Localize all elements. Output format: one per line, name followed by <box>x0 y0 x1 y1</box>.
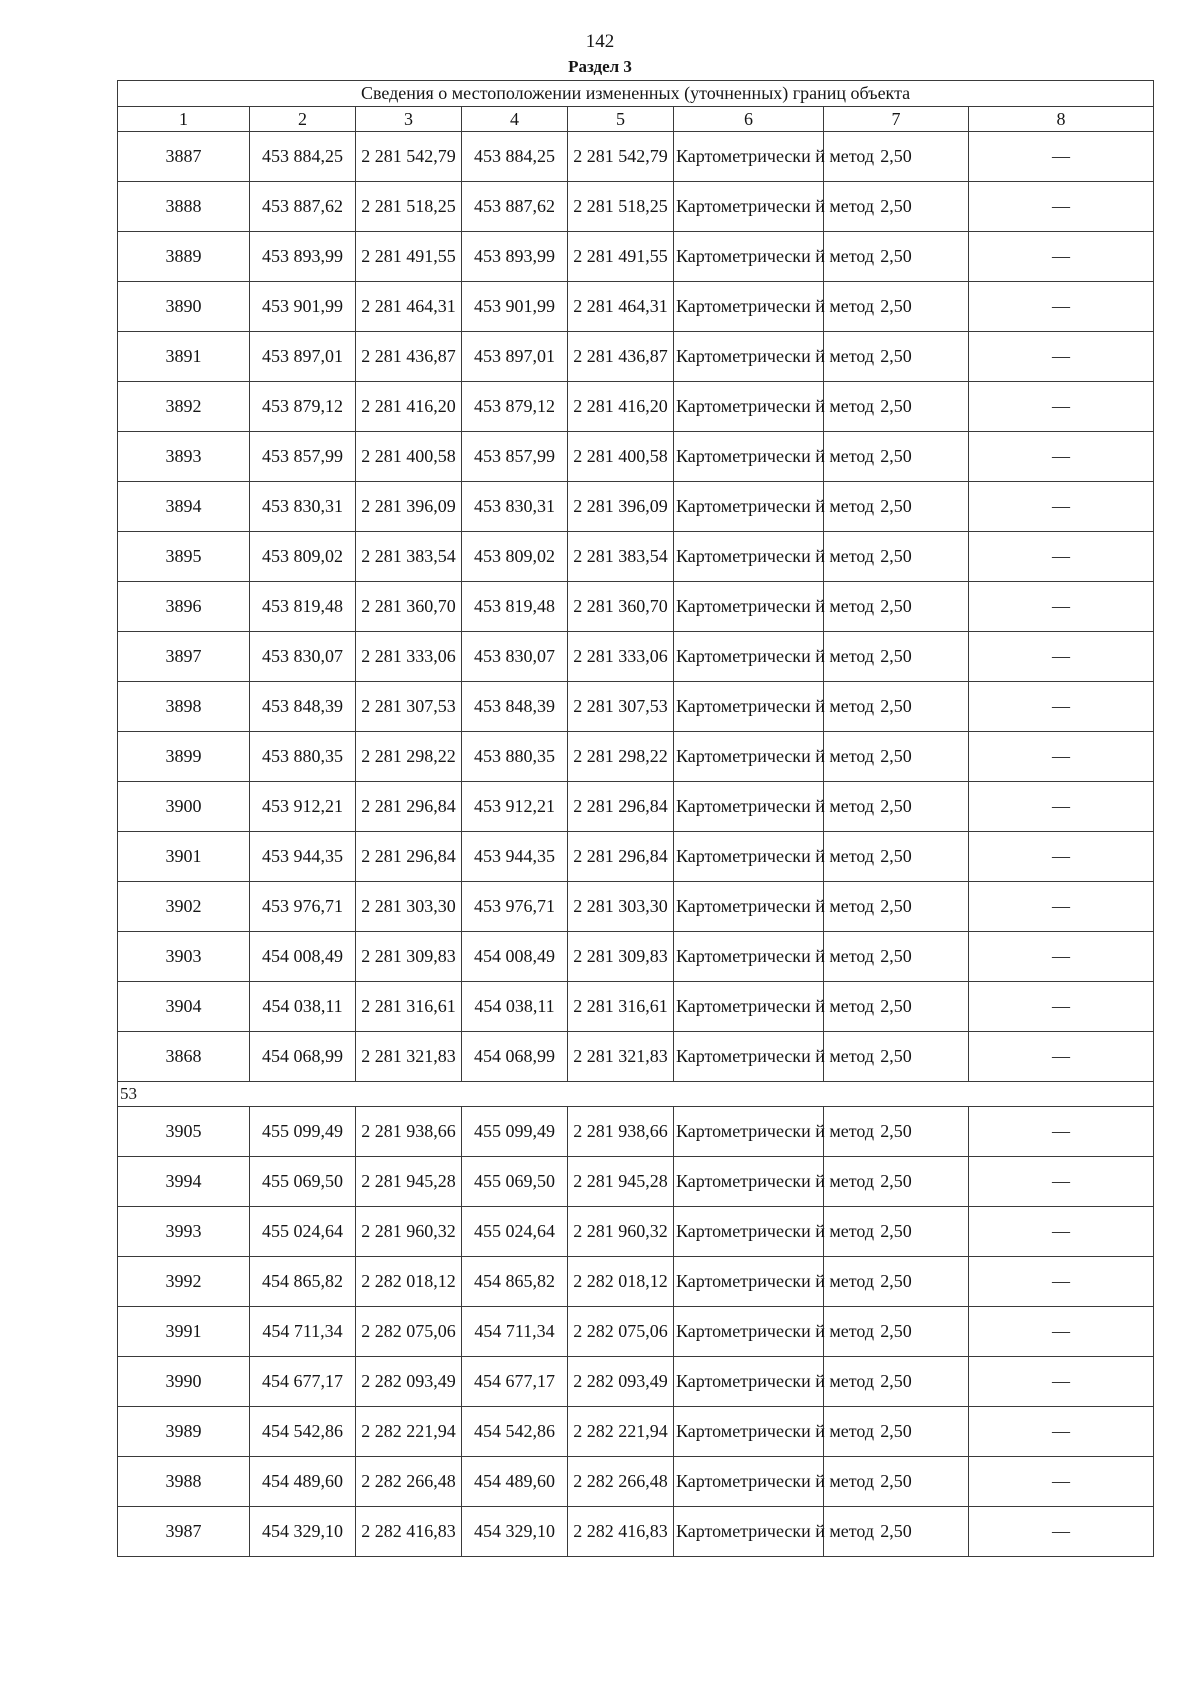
table-cell-col-7: 2,50 <box>824 1507 969 1557</box>
table-cell-col-3: 2 281 383,54 <box>356 532 462 582</box>
table-cell-col-8: — <box>969 482 1154 532</box>
table-row <box>118 1207 1154 1257</box>
table-row <box>118 432 1154 482</box>
table-cell-col-1: 3868 <box>118 1032 250 1082</box>
table-cell-col-4: 453 857,99 <box>462 432 568 482</box>
table-cell-col-2: 453 912,21 <box>250 782 356 832</box>
table-cell-col-2: 453 976,71 <box>250 882 356 932</box>
table-cell-col-7: 2,50 <box>824 1032 969 1082</box>
table-title-row <box>118 81 1154 107</box>
table-cell-col-2: 455 069,50 <box>250 1157 356 1207</box>
table-row <box>118 332 1154 382</box>
table-cell-col-8: — <box>969 932 1154 982</box>
table-cell-col-6: Картометрически й метод <box>674 532 824 582</box>
table-cell-col-5: 2 281 321,83 <box>568 1032 674 1082</box>
table-cell-col-3: 2 281 321,83 <box>356 1032 462 1082</box>
table-row <box>118 1107 1154 1157</box>
table-cell-col-6: Картометрически й метод <box>674 632 824 682</box>
table-cell-col-4: 455 069,50 <box>462 1157 568 1207</box>
table-cell-col-4: 453 901,99 <box>462 282 568 332</box>
table-cell-col-3: 2 281 296,84 <box>356 782 462 832</box>
table-row <box>118 882 1154 932</box>
table-cell-col-8: — <box>969 1407 1154 1457</box>
table-cell-col-5: 2 281 491,55 <box>568 232 674 282</box>
table-cell-col-3: 2 281 542,79 <box>356 132 462 182</box>
column-header-3: 3 <box>356 107 462 132</box>
table-cell-col-8: — <box>969 632 1154 682</box>
table-cell-col-7: 2,50 <box>824 482 969 532</box>
table-cell-col-3: 2 281 316,61 <box>356 982 462 1032</box>
table-cell-col-7: 2,50 <box>824 782 969 832</box>
table-cell-col-2: 453 830,07 <box>250 632 356 682</box>
table-cell-col-2: 454 068,99 <box>250 1032 356 1082</box>
table-cell-col-7: 2,50 <box>824 182 969 232</box>
table-cell-col-8: — <box>969 1257 1154 1307</box>
table-cell-col-6: Картометрически й метод <box>674 982 824 1032</box>
table-cell-col-6: Картометрически й метод <box>674 882 824 932</box>
table-cell-col-8: — <box>969 782 1154 832</box>
table-cell-col-8: — <box>969 1507 1154 1557</box>
table-cell-col-1: 3887 <box>118 132 250 182</box>
table-cell-col-8: — <box>969 1032 1154 1082</box>
table-cell-col-3: 2 281 396,09 <box>356 482 462 532</box>
table-cell-col-3: 2 281 296,84 <box>356 832 462 882</box>
table-cell-col-8: — <box>969 1107 1154 1157</box>
table-cell-col-1: 3888 <box>118 182 250 232</box>
table-cell-col-4: 453 809,02 <box>462 532 568 582</box>
table-cell-col-5: 2 281 298,22 <box>568 732 674 782</box>
table-cell-col-4: 453 879,12 <box>462 382 568 432</box>
table-cell-col-8: — <box>969 232 1154 282</box>
table-cell-col-6: Картометрически й метод <box>674 182 824 232</box>
table-cell-col-2: 453 830,31 <box>250 482 356 532</box>
table-cell-col-7: 2,50 <box>824 1207 969 1257</box>
coordinates-table <box>117 80 1154 1557</box>
table-cell-col-2: 455 099,49 <box>250 1107 356 1157</box>
table-cell-col-4: 453 848,39 <box>462 682 568 732</box>
table-cell-col-1: 3900 <box>118 782 250 832</box>
table-cell-col-1: 3894 <box>118 482 250 532</box>
table-cell-col-6: Картометрически й метод <box>674 1257 824 1307</box>
table-cell-col-1: 3994 <box>118 1157 250 1207</box>
table-cell-col-8: — <box>969 982 1154 1032</box>
table-cell-col-1: 3899 <box>118 732 250 782</box>
table-cell-col-1: 3991 <box>118 1307 250 1357</box>
table-cell-col-6: Картометрически й метод <box>674 932 824 982</box>
table-cell-col-1: 3905 <box>118 1107 250 1157</box>
table-cell-col-1: 3897 <box>118 632 250 682</box>
table-cell-col-3: 2 281 333,06 <box>356 632 462 682</box>
table-cell-col-6: Картометрически й метод <box>674 132 824 182</box>
table-cell-col-1: 3904 <box>118 982 250 1032</box>
table-cell-col-7: 2,50 <box>824 532 969 582</box>
table-cell-col-5: 2 281 307,53 <box>568 682 674 732</box>
table-cell-col-1: 3993 <box>118 1207 250 1257</box>
table-cell-col-3: 2 281 400,58 <box>356 432 462 482</box>
table-cell-col-3: 2 281 464,31 <box>356 282 462 332</box>
table-row <box>118 132 1154 182</box>
table-cell-col-2: 453 897,01 <box>250 332 356 382</box>
table-cell-col-8: — <box>969 1207 1154 1257</box>
table-cell-col-3: 2 281 960,32 <box>356 1207 462 1257</box>
table-title: Сведения о местоположении измененных (уточненных) границ объекта <box>118 81 1154 107</box>
table-cell-col-5: 2 282 221,94 <box>568 1407 674 1457</box>
table-header-row <box>118 107 1154 132</box>
table-cell-col-3: 2 282 075,06 <box>356 1307 462 1357</box>
table-cell-col-1: 3992 <box>118 1257 250 1307</box>
table-cell-col-1: 3902 <box>118 882 250 932</box>
table-cell-col-4: 454 865,82 <box>462 1257 568 1307</box>
table-cell-col-2: 453 887,62 <box>250 182 356 232</box>
column-header-6: 6 <box>674 107 824 132</box>
table-cell-col-4: 453 912,21 <box>462 782 568 832</box>
table-cell-col-4: 454 542,86 <box>462 1407 568 1457</box>
table-cell-col-1: 3896 <box>118 582 250 632</box>
table-cell-col-8: — <box>969 732 1154 782</box>
table-cell-col-7: 2,50 <box>824 232 969 282</box>
column-header-7: 7 <box>824 107 969 132</box>
table-row <box>118 482 1154 532</box>
column-header-5: 5 <box>568 107 674 132</box>
table-cell-col-5: 2 281 333,06 <box>568 632 674 682</box>
column-header-2: 2 <box>250 107 356 132</box>
table-cell-col-8: — <box>969 582 1154 632</box>
table-cell-col-5: 2 281 416,20 <box>568 382 674 432</box>
table-cell-col-3: 2 282 093,49 <box>356 1357 462 1407</box>
table-cell-col-5: 2 281 400,58 <box>568 432 674 482</box>
table-cell-col-1: 3895 <box>118 532 250 582</box>
table-cell-col-4: 454 489,60 <box>462 1457 568 1507</box>
table-cell-col-6: Картометрически й метод <box>674 1507 824 1557</box>
table-cell-col-2: 453 901,99 <box>250 282 356 332</box>
table-cell-col-6: Картометрически й метод <box>674 832 824 882</box>
table-cell-col-5: 2 281 316,61 <box>568 982 674 1032</box>
table-cell-col-7: 2,50 <box>824 1157 969 1207</box>
table-cell-col-4: 453 893,99 <box>462 232 568 282</box>
table-cell-col-1: 3889 <box>118 232 250 282</box>
table-cell-col-5: 2 281 309,83 <box>568 932 674 982</box>
table-cell-col-5: 2 282 018,12 <box>568 1257 674 1307</box>
table-cell-col-4: 455 099,49 <box>462 1107 568 1157</box>
table-cell-col-1: 3901 <box>118 832 250 882</box>
table-cell-col-8: — <box>969 432 1154 482</box>
table-cell-col-5: 2 281 960,32 <box>568 1207 674 1257</box>
table-cell-col-3: 2 281 309,83 <box>356 932 462 982</box>
table-cell-col-5: 2 282 266,48 <box>568 1457 674 1507</box>
table-cell-col-3: 2 282 018,12 <box>356 1257 462 1307</box>
table-cell-col-2: 454 865,82 <box>250 1257 356 1307</box>
table-cell-col-1: 3987 <box>118 1507 250 1557</box>
table-cell-col-8: — <box>969 282 1154 332</box>
table-cell-col-1: 3893 <box>118 432 250 482</box>
table-cell-col-3: 2 281 416,20 <box>356 382 462 432</box>
table-cell-col-3: 2 281 938,66 <box>356 1107 462 1157</box>
table-cell-col-7: 2,50 <box>824 132 969 182</box>
table-cell-col-6: Картометрически й метод <box>674 582 824 632</box>
table-cell-col-5: 2 281 542,79 <box>568 132 674 182</box>
table-cell-col-6: Картометрически й метод <box>674 232 824 282</box>
table-cell-col-7: 2,50 <box>824 682 969 732</box>
table-cell-col-4: 453 830,31 <box>462 482 568 532</box>
table-cell-col-6: Картометрически й метод <box>674 1107 824 1157</box>
table-cell-col-5: 2 281 303,30 <box>568 882 674 932</box>
table-cell-col-5: 2 281 436,87 <box>568 332 674 382</box>
table-cell-col-2: 453 809,02 <box>250 532 356 582</box>
table-cell-col-2: 454 711,34 <box>250 1307 356 1357</box>
table-cell-col-5: 2 281 938,66 <box>568 1107 674 1157</box>
table-cell-col-5: 2 281 360,70 <box>568 582 674 632</box>
table-cell-col-2: 453 944,35 <box>250 832 356 882</box>
table-cell-col-7: 2,50 <box>824 382 969 432</box>
table-cell-col-5: 2 281 518,25 <box>568 182 674 232</box>
table-cell-col-2: 453 893,99 <box>250 232 356 282</box>
table-cell-col-5: 2 281 383,54 <box>568 532 674 582</box>
table-cell-col-2: 453 884,25 <box>250 132 356 182</box>
table-cell-col-6: Картометрически й метод <box>674 1157 824 1207</box>
table-row <box>118 732 1154 782</box>
section-heading: Раздел 3 <box>568 57 632 76</box>
table-cell-col-6: Картометрически й метод <box>674 1407 824 1457</box>
table-row <box>118 1407 1154 1457</box>
table-cell-col-2: 453 857,99 <box>250 432 356 482</box>
table-cell-col-6: Картометрически й метод <box>674 1457 824 1507</box>
table-cell-col-5: 2 281 396,09 <box>568 482 674 532</box>
table-cell-col-8: — <box>969 1457 1154 1507</box>
table-cell-col-3: 2 281 436,87 <box>356 332 462 382</box>
column-header-8: 8 <box>969 107 1154 132</box>
table-cell-col-7: 2,50 <box>824 332 969 382</box>
table-cell-col-4: 454 068,99 <box>462 1032 568 1082</box>
table-cell-col-1: 3890 <box>118 282 250 332</box>
table-cell-col-4: 455 024,64 <box>462 1207 568 1257</box>
table-cell-col-2: 454 542,86 <box>250 1407 356 1457</box>
table-cell-col-6: Картометрически й метод <box>674 382 824 432</box>
table-cell-col-4: 453 897,01 <box>462 332 568 382</box>
column-header-4: 4 <box>462 107 568 132</box>
table-cell-col-8: — <box>969 1357 1154 1407</box>
table-cell-col-7: 2,50 <box>824 282 969 332</box>
table-cell-col-1: 3903 <box>118 932 250 982</box>
table-cell-col-5: 2 281 464,31 <box>568 282 674 332</box>
table-cell-col-7: 2,50 <box>824 1407 969 1457</box>
table-cell-col-4: 454 329,10 <box>462 1507 568 1557</box>
table-cell-col-8: — <box>969 382 1154 432</box>
table-cell-col-1: 3989 <box>118 1407 250 1457</box>
table-cell-col-4: 453 830,07 <box>462 632 568 682</box>
table-row <box>118 1457 1154 1507</box>
table-cell-col-3: 2 282 221,94 <box>356 1407 462 1457</box>
table-cell-col-3: 2 281 518,25 <box>356 182 462 232</box>
table-cell-col-1: 3892 <box>118 382 250 432</box>
table-cell-col-6: Картометрически й метод <box>674 282 824 332</box>
table-row <box>118 182 1154 232</box>
table-cell-col-5: 2 282 416,83 <box>568 1507 674 1557</box>
table-cell-col-7: 2,50 <box>824 1457 969 1507</box>
table-cell-col-1: 3891 <box>118 332 250 382</box>
table-cell-col-8: — <box>969 132 1154 182</box>
table-cell-col-7: 2,50 <box>824 832 969 882</box>
table-cell-col-2: 453 879,12 <box>250 382 356 432</box>
column-header-1: 1 <box>118 107 250 132</box>
table-cell-col-3: 2 282 416,83 <box>356 1507 462 1557</box>
table-row <box>118 682 1154 732</box>
table-cell-col-6: Картометрически й метод <box>674 682 824 732</box>
table-cell-col-4: 454 711,34 <box>462 1307 568 1357</box>
table-cell-col-1: 3988 <box>118 1457 250 1507</box>
table-cell-col-3: 2 281 303,30 <box>356 882 462 932</box>
table-cell-col-4: 453 819,48 <box>462 582 568 632</box>
table-row <box>118 1307 1154 1357</box>
table-cell-col-6: Картометрически й метод <box>674 782 824 832</box>
table-row <box>118 582 1154 632</box>
table-cell-col-4: 453 880,35 <box>462 732 568 782</box>
table-cell-col-4: 454 008,49 <box>462 932 568 982</box>
table-cell-col-3: 2 281 491,55 <box>356 232 462 282</box>
table-cell-col-3: 2 281 360,70 <box>356 582 462 632</box>
table-cell-col-7: 2,50 <box>824 582 969 632</box>
table-row <box>118 532 1154 582</box>
table-cell-col-5: 2 281 296,84 <box>568 832 674 882</box>
contour-label-row <box>118 1082 1154 1107</box>
table-row <box>118 1507 1154 1557</box>
table-cell-col-7: 2,50 <box>824 882 969 932</box>
table-cell-col-2: 454 008,49 <box>250 932 356 982</box>
table-cell-col-4: 453 944,35 <box>462 832 568 882</box>
table-cell-col-4: 453 884,25 <box>462 132 568 182</box>
table-row <box>118 632 1154 682</box>
table-body <box>118 132 1154 1557</box>
table-cell-col-7: 2,50 <box>824 1357 969 1407</box>
table-cell-col-2: 453 848,39 <box>250 682 356 732</box>
table-cell-col-1: 3898 <box>118 682 250 732</box>
table-row <box>118 782 1154 832</box>
table-cell-col-5: 2 281 296,84 <box>568 782 674 832</box>
table-row <box>118 232 1154 282</box>
table-cell-col-6: Картометрически й метод <box>674 732 824 782</box>
table-cell-col-7: 2,50 <box>824 1107 969 1157</box>
table-cell-col-8: — <box>969 182 1154 232</box>
table-row <box>118 1032 1154 1082</box>
table-cell-col-5: 2 282 093,49 <box>568 1357 674 1407</box>
table-cell-col-7: 2,50 <box>824 632 969 682</box>
table-cell-col-6: Картометрически й метод <box>674 1307 824 1357</box>
table-cell-col-3: 2 281 298,22 <box>356 732 462 782</box>
table-cell-col-7: 2,50 <box>824 932 969 982</box>
page-number: 142 <box>585 31 615 52</box>
table-cell-col-6: Картометрически й метод <box>674 1357 824 1407</box>
table-row <box>118 282 1154 332</box>
table-cell-col-7: 2,50 <box>824 1257 969 1307</box>
table-cell-col-4: 453 976,71 <box>462 882 568 932</box>
table-cell-col-4: 453 887,62 <box>462 182 568 232</box>
table-cell-col-2: 453 819,48 <box>250 582 356 632</box>
contour-label: 53 <box>118 1082 1154 1107</box>
table-cell-col-8: — <box>969 682 1154 732</box>
table-cell-col-8: — <box>969 532 1154 582</box>
table-cell-col-2: 454 677,17 <box>250 1357 356 1407</box>
table-cell-col-7: 2,50 <box>824 732 969 782</box>
table-row <box>118 1257 1154 1307</box>
table-cell-col-1: 3990 <box>118 1357 250 1407</box>
table-row <box>118 382 1154 432</box>
table-cell-col-8: — <box>969 832 1154 882</box>
table-cell-col-6: Картометрически й метод <box>674 482 824 532</box>
table-cell-col-7: 2,50 <box>824 982 969 1032</box>
table-cell-col-2: 455 024,64 <box>250 1207 356 1257</box>
table-cell-col-6: Картометрически й метод <box>674 332 824 382</box>
table-cell-col-5: 2 281 945,28 <box>568 1157 674 1207</box>
table-cell-col-5: 2 282 075,06 <box>568 1307 674 1357</box>
table-cell-col-8: — <box>969 1157 1154 1207</box>
table-cell-col-2: 454 329,10 <box>250 1507 356 1557</box>
table-row <box>118 1157 1154 1207</box>
table-cell-col-3: 2 281 307,53 <box>356 682 462 732</box>
table-cell-col-7: 2,50 <box>824 432 969 482</box>
table-cell-col-4: 454 038,11 <box>462 982 568 1032</box>
table-cell-col-3: 2 282 266,48 <box>356 1457 462 1507</box>
table-cell-col-7: 2,50 <box>824 1307 969 1357</box>
table-cell-col-2: 454 489,60 <box>250 1457 356 1507</box>
table-cell-col-3: 2 281 945,28 <box>356 1157 462 1207</box>
table-cell-col-6: Картометрически й метод <box>674 1207 824 1257</box>
table-cell-col-8: — <box>969 882 1154 932</box>
table-cell-col-2: 453 880,35 <box>250 732 356 782</box>
table-row <box>118 832 1154 882</box>
table-row <box>118 932 1154 982</box>
table-cell-col-8: — <box>969 332 1154 382</box>
table-cell-col-8: — <box>969 1307 1154 1357</box>
table-cell-col-2: 454 038,11 <box>250 982 356 1032</box>
table-cell-col-6: Картометрически й метод <box>674 432 824 482</box>
table-row <box>118 982 1154 1032</box>
table-cell-col-4: 454 677,17 <box>462 1357 568 1407</box>
table-cell-col-6: Картометрически й метод <box>674 1032 824 1082</box>
table-row <box>118 1357 1154 1407</box>
